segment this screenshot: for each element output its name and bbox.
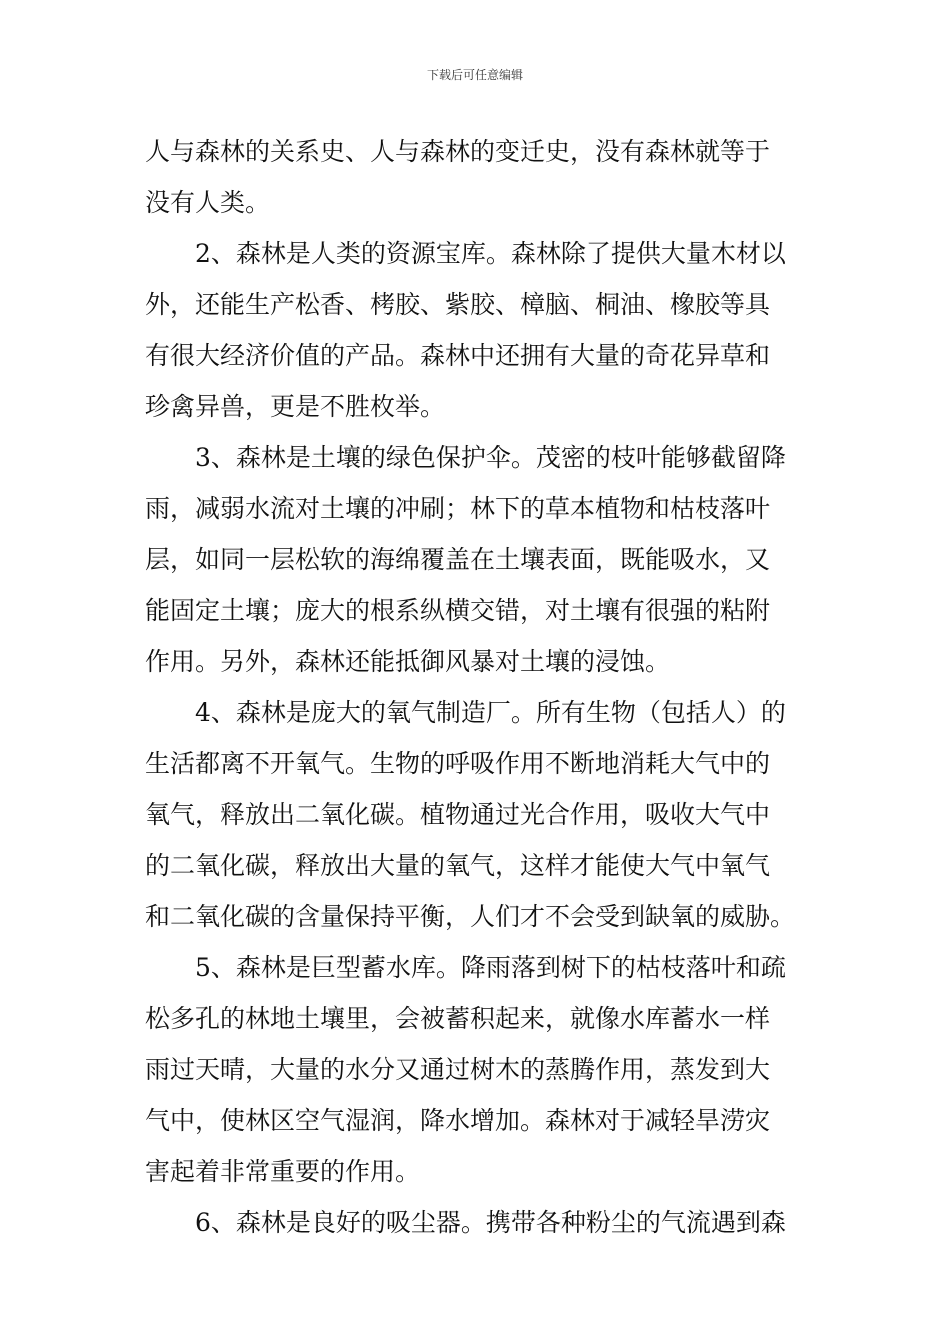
text-line: 和二氧化碳的含量保持平衡，人们才不会受到缺氧的威胁。 [145, 902, 796, 931]
text-line: 能固定土壤；庞大的根系纵横交错，对土壤有很强的粘附 [145, 596, 771, 625]
paragraph-start-line: 4、森林是庞大的氧气制造厂。所有生物（包括人）的 [195, 698, 786, 727]
text-line: 的二氧化碳，释放出大量的氧气，这样才能使大气中氧气 [145, 851, 771, 880]
paragraph-start-line: 2、森林是人类的资源宝库。森林除了提供大量木材以 [195, 239, 786, 268]
text-line: 珍禽异兽，更是不胜枚举。 [145, 392, 446, 421]
text-line: 外，还能生产松香、栲胶、紫胶、樟脑、桐油、橡胶等具 [145, 290, 771, 319]
body-text [145, 126, 815, 1248]
text-line: 氧气，释放出二氧化碳。植物通过光合作用，吸收大气中 [145, 800, 771, 829]
paragraph-start-line: 3、森林是土壤的绿色保护伞。茂密的枝叶能够截留降 [195, 443, 786, 472]
header-note: 下载后可任意编辑 [426, 68, 523, 82]
text-line: 雨，减弱水流对土壤的冲刷；林下的草本植物和枯枝落叶 [145, 494, 771, 523]
text-line: 生活都离不开氧气。生物的呼吸作用不断地消耗大气中的 [145, 749, 771, 778]
text-line: 松多孔的林地土壤里，会被蓄积起来，就像水库蓄水一样 [145, 1004, 771, 1033]
text-line: 人与森林的关系史、人与森林的变迁史，没有森林就等于 [145, 137, 771, 166]
paragraph-start-line: 5、森林是巨型蓄水库。降雨落到树下的枯枝落叶和疏 [195, 953, 786, 982]
text-line: 有很大经济价值的产品。森林中还拥有大量的奇花异草和 [145, 341, 771, 370]
paragraph-start-line: 6、森林是良好的吸尘器。携带各种粉尘的气流遇到森 [195, 1208, 786, 1237]
text-line: 雨过天晴，大量的水分又通过树木的蒸腾作用，蒸发到大 [145, 1055, 771, 1084]
text-line: 层，如同一层松软的海绵覆盖在土壤表面，既能吸水，又 [145, 545, 771, 574]
text-line: 气中，使林区空气湿润，降水增加。森林对于减轻旱涝灾 [145, 1106, 771, 1135]
text-line: 没有人类。 [145, 188, 271, 217]
text-line: 害起着非常重要的作用。 [145, 1157, 421, 1186]
text-line: 作用。另外，森林还能抵御风暴对土壤的浸蚀。 [145, 647, 671, 676]
